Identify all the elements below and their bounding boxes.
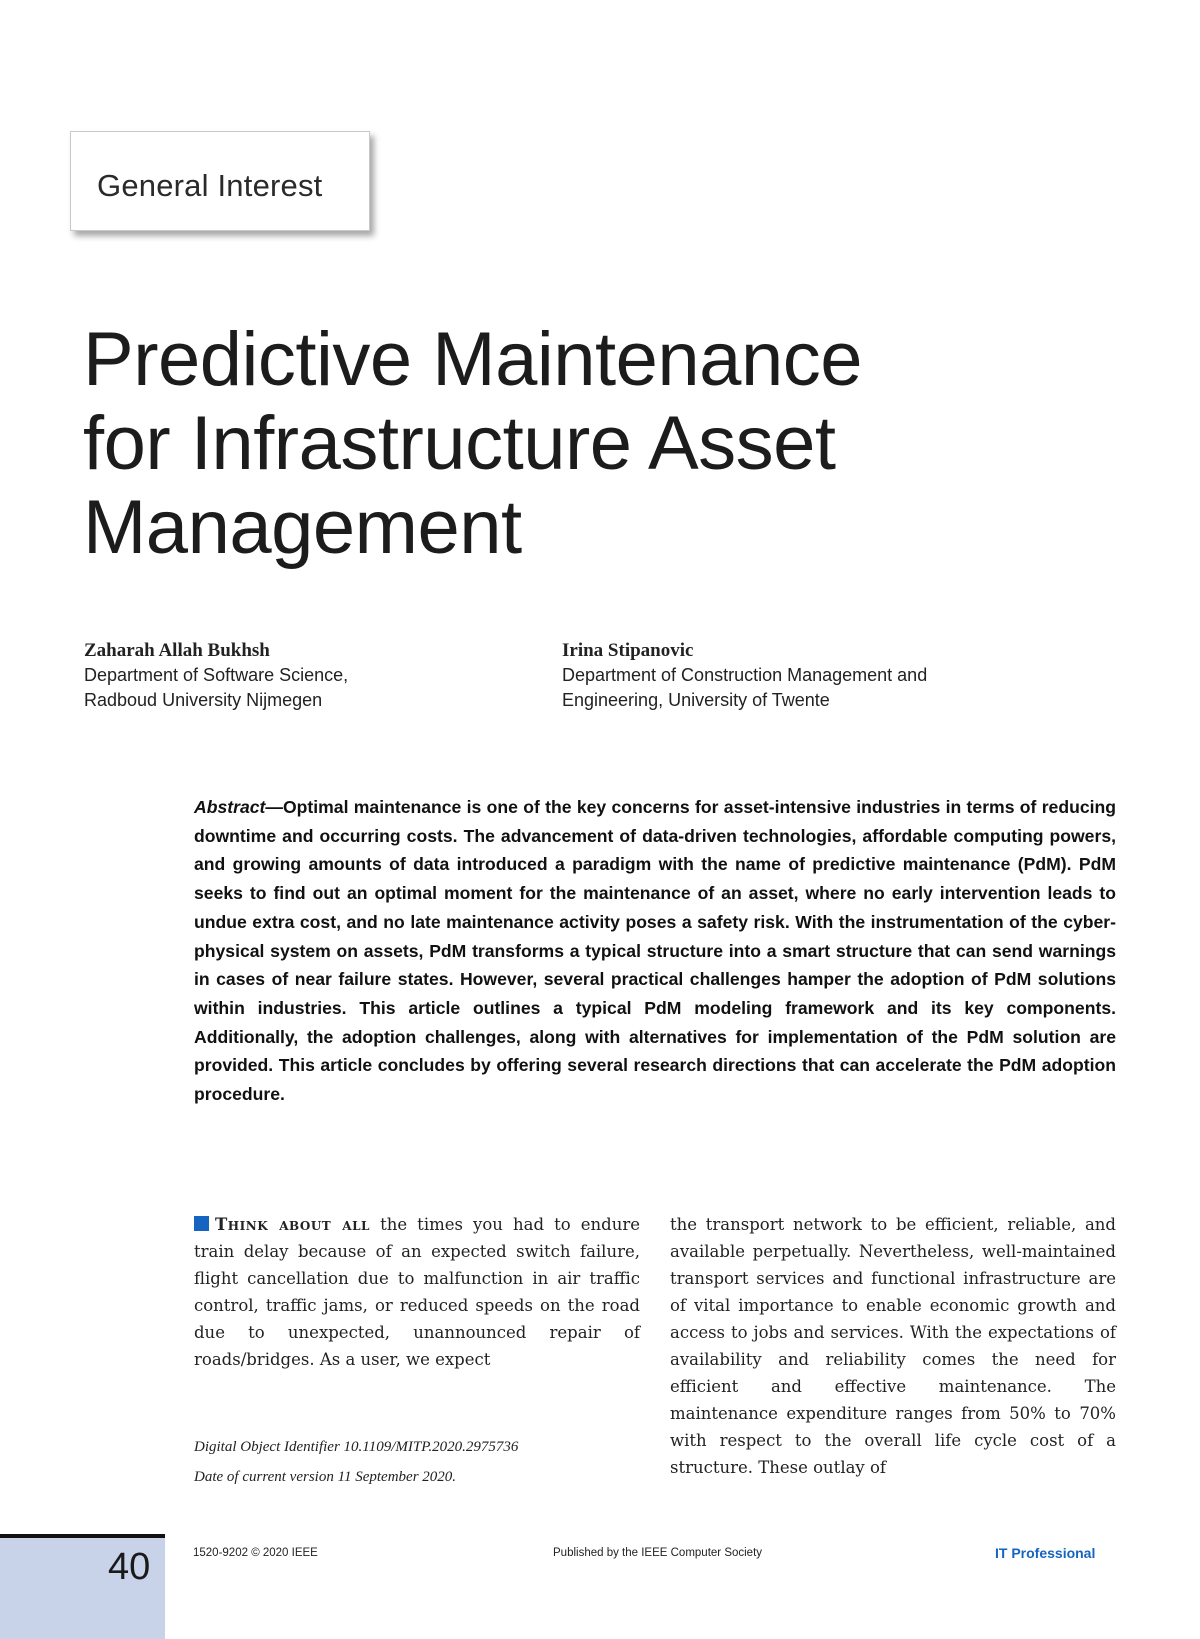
abstract-text: Optimal maintenance is one of the key concerns for asset-intensive industries in terms of reducing downtime and occurring costs. The advancement of data-driven technologies, affordable computing powers, and growing amounts of data introduced a paradigm with the name of predictive maintenance (PdM). PdM seeks to find out an optimal moment for the maintenance of an asset, where no early intervention leads to undue extra cost, and no late maintenance activity poses a safety risk. With the instrumentation of the cyber-physical system on assets, PdM transforms a typical structure into a smart structure that can send warnings in cases of near failure states. However, several practical challenges hamper the adoption of PdM solutions within industries. This article outlines a typical PdM modeling framework and its key components. Additionally, the adoption challenges, along with alternatives for implementation of the PdM solution are provided. This article concludes by offering several research directions that can accelerate the PdM adoption procedure.: [194, 797, 1116, 1105]
version-date: Date of current version 11 September 2020.: [194, 1469, 457, 1485]
abstract-dash: —: [265, 797, 283, 817]
title-line: for Infrastructure Asset: [83, 401, 836, 486]
author-name: Zaharah Allah Bukhsh: [84, 640, 270, 661]
abstract: [194, 793, 1116, 1109]
body-column-1: [194, 1211, 640, 1373]
title-line: Management: [83, 485, 522, 570]
author-affiliation: Radboud University Nijmegen: [84, 690, 323, 710]
title-line: Predictive Maintenance: [83, 317, 862, 402]
abstract-lead: Abstract: [194, 797, 266, 817]
body-lead-in: Think about all: [215, 1215, 370, 1234]
article-meta: [194, 1432, 518, 1492]
body-column-2: [670, 1211, 1116, 1481]
footer-journal: IT Professional: [995, 1545, 1096, 1561]
body-text: the transport network to be efficient, reliable, and available perpetually. Nevertheless, well-maintained transport services and functional infrastructure are of vital importance to enable economic growth and access to jobs and services. With the expectations of availability and reliability comes the need for efficient and effective maintenance. The maintenance expenditure ranges from 50% to 70% with respect to the overall life cycle cost of a structure. These outlay of: [670, 1215, 1116, 1477]
author-name: Irina Stipanovic: [562, 640, 694, 661]
section-marker-icon: [194, 1216, 209, 1231]
body-text: the times you had to endure train delay because of an expected switch failure, flight cancellation due to malfunction in air traffic control, traffic jams, or reduced speeds on the road due to unexpected, unannounced repair of roads/bridges. As a user, we expect: [194, 1215, 640, 1369]
author-affiliation: Engineering, University of Twente: [562, 690, 830, 710]
footer-publisher: Published by the IEEE Computer Society: [553, 1547, 763, 1559]
section-label: General Interest: [97, 168, 323, 203]
article-title: [83, 318, 862, 570]
page-number: 40: [108, 1546, 151, 1588]
doi: Digital Object Identifier 10.1109/MITP.2020.2975736: [194, 1439, 519, 1455]
author-block-2: [562, 638, 927, 713]
author-affiliation: Department of Software Science,: [84, 665, 349, 685]
author-affiliation: Department of Construction Management and: [562, 665, 928, 685]
author-block-1: [84, 638, 348, 713]
section-tag: [70, 131, 370, 231]
footer-copyright: 1520-9202 © 2020 IEEE: [193, 1547, 318, 1559]
